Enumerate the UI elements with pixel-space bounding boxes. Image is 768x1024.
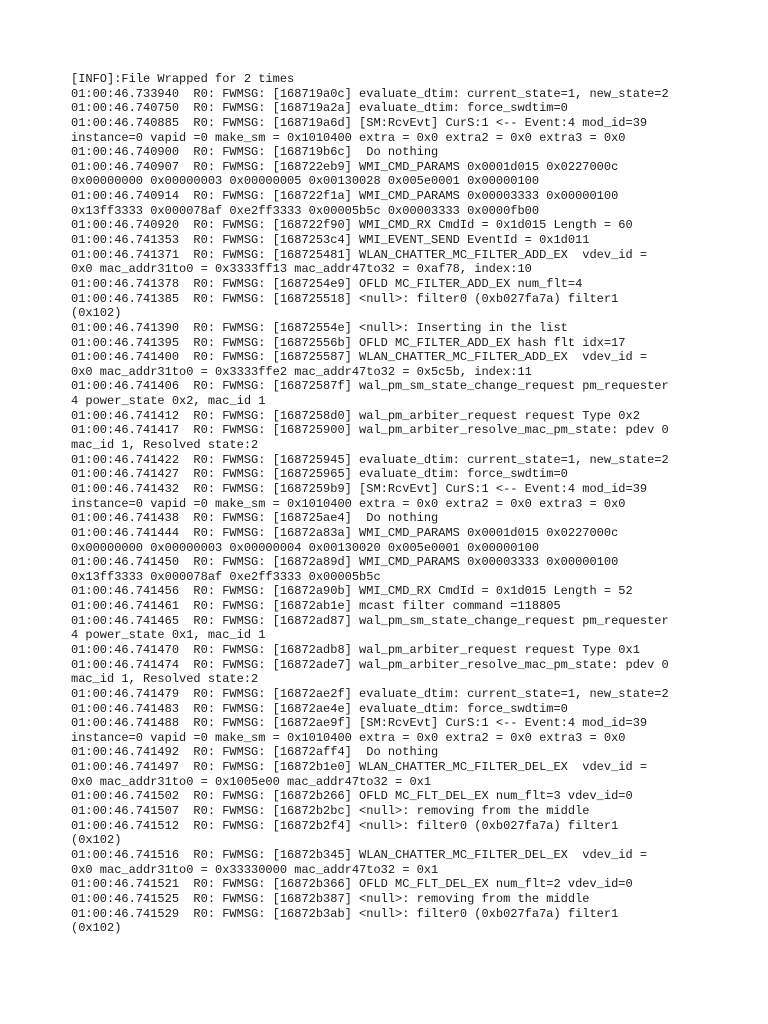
log-line: 01:00:46.741479 R0: FWMSG: [16872ae2f] evaluate_dtim: current_state=1, new_state=2	[71, 686, 669, 701]
log-line: 01:00:46.741516 R0: FWMSG: [16872b345] WLAN_CHATTER_MC_FILTER_DEL_EX vdev_id =	[71, 847, 648, 862]
log-line: 01:00:46.740900 R0: FWMSG: [168719b6c] Do nothing	[71, 145, 439, 160]
log-line: 01:00:46.741465 R0: FWMSG: [16872ad87] wal_pm_sm_state_change_request pm_requester	[71, 613, 669, 628]
log-line: (0x102)	[71, 921, 122, 936]
log-line: 0x13ff3333 0x000078af 0xe2ff3333 0x00005b5c 0x00003333 0x0000fb00	[71, 203, 540, 218]
firmware-log-text	[71, 72, 711, 936]
log-line: 0x00000000 0x00000003 0x00000004 0x00130020 0x005e0001 0x00000100	[71, 540, 540, 555]
log-line: 01:00:46.741450 R0: FWMSG: [16872a89d] WMI_CMD_PARAMS 0x00003333 0x00000100	[71, 555, 619, 570]
log-line: 01:00:46.740885 R0: FWMSG: [168719a6d] [SM:RcvEvt] CurS:1 <-- Event:4 mod_id=39	[71, 115, 648, 130]
log-line: 01:00:46.741412 R0: FWMSG: [1687258d0] wal_pm_arbiter_request request Type 0x2	[71, 408, 640, 423]
log-line: 0x0 mac_addr31to0 = 0x3333ffe2 mac_addr47to32 = 0x5c5b, index:11	[71, 364, 532, 379]
log-line: 01:00:46.741529 R0: FWMSG: [16872b3ab] <null>: filter0 (0xb027fa7a) filter1	[71, 906, 619, 921]
log-line: 01:00:46.741507 R0: FWMSG: [16872b2bc] <null>: removing from the middle	[71, 804, 590, 819]
log-line: 01:00:46.741474 R0: FWMSG: [16872ade7] wal_pm_arbiter_resolve_mac_pm_state: pdev 0	[71, 657, 669, 672]
log-line: 4 power_state 0x1, mac_id 1	[71, 628, 266, 643]
log-line: 01:00:46.741502 R0: FWMSG: [16872b266] OFLD MC_FLT_DEL_EX num_flt=3 vdev_id=0	[71, 789, 633, 804]
log-line: (0x102)	[71, 306, 122, 321]
log-line: 4 power_state 0x2, mac_id 1	[71, 394, 266, 409]
log-line: 01:00:46.740907 R0: FWMSG: [168722eb9] WMI_CMD_PARAMS 0x0001d015 0x0227000c	[71, 159, 619, 174]
log-line: 01:00:46.740750 R0: FWMSG: [168719a2a] evaluate_dtim: force_swdtim=0	[71, 101, 568, 116]
log-line: 01:00:46.741371 R0: FWMSG: [168725481] WLAN_CHATTER_MC_FILTER_ADD_EX vdev_id =	[71, 247, 648, 262]
log-line: 01:00:46.741378 R0: FWMSG: [1687254e9] OFLD MC_FILTER_ADD_EX num_flt=4	[71, 276, 583, 291]
log-line: instance=0 vapid =0 make_sm = 0x1010400 extra = 0x0 extra2 = 0x0 extra3 = 0x0	[71, 496, 626, 511]
log-line: (0x102)	[71, 833, 122, 848]
log-line: 01:00:46.741492 R0: FWMSG: [16872aff4] Do nothing	[71, 745, 439, 760]
log-line: 01:00:46.741406 R0: FWMSG: [16872587f] wal_pm_sm_state_change_request pm_requester	[71, 379, 669, 394]
log-line: 01:00:46.741432 R0: FWMSG: [1687259b9] [SM:RcvEvt] CurS:1 <-- Event:4 mod_id=39	[71, 481, 648, 496]
log-line: 01:00:46.741456 R0: FWMSG: [16872a90b] WMI_CMD_RX CmdId = 0x1d015 Length = 52	[71, 584, 633, 599]
log-line: 01:00:46.741427 R0: FWMSG: [168725965] evaluate_dtim: force_swdtim=0	[71, 467, 568, 482]
log-line: mac_id 1, Resolved state:2	[71, 438, 259, 453]
log-line: 0x13ff3333 0x000078af 0xe2ff3333 0x00005b5c	[71, 569, 381, 584]
log-line: mac_id 1, Resolved state:2	[71, 672, 259, 687]
log-line: 01:00:46.740920 R0: FWMSG: [168722f90] WMI_CMD_RX CmdId = 0x1d015 Length = 60	[71, 218, 633, 233]
log-line: 01:00:46.741390 R0: FWMSG: [16872554e] <null>: Inserting in the list	[71, 320, 568, 335]
log-line: 01:00:46.741385 R0: FWMSG: [168725518] <null>: filter0 (0xb027fa7a) filter1	[71, 291, 619, 306]
log-line: 01:00:46.741353 R0: FWMSG: [1687253c4] WMI_EVENT_SEND EventId = 0x1d011	[71, 233, 590, 248]
log-line: 01:00:46.741521 R0: FWMSG: [16872b366] OFLD MC_FLT_DEL_EX num_flt=2 vdev_id=0	[71, 877, 633, 892]
log-line: 01:00:46.741488 R0: FWMSG: [16872ae9f] [SM:RcvEvt] CurS:1 <-- Event:4 mod_id=39	[71, 716, 648, 731]
log-line: [INFO]:File Wrapped for 2 times	[71, 72, 295, 86]
log-line: 0x00000000 0x00000003 0x00000005 0x00130028 0x005e0001 0x00000100	[71, 174, 540, 189]
log-line: 01:00:46.741444 R0: FWMSG: [16872a83a] WMI_CMD_PARAMS 0x0001d015 0x0227000c	[71, 525, 619, 540]
log-line: 01:00:46.741512 R0: FWMSG: [16872b2f4] <null>: filter0 (0xb027fa7a) filter1	[71, 818, 619, 833]
log-line: 01:00:46.741470 R0: FWMSG: [16872adb8] wal_pm_arbiter_request request Type 0x1	[71, 642, 640, 657]
log-line: 01:00:46.740914 R0: FWMSG: [168722f1a] WMI_CMD_PARAMS 0x00003333 0x00000100	[71, 189, 619, 204]
log-line: 01:00:46.741461 R0: FWMSG: [16872ab1e] mcast filter command =118805	[71, 599, 561, 614]
log-line: 0x0 mac_addr31to0 = 0x3333ff13 mac_addr47to32 = 0xaf78, index:10	[71, 262, 532, 277]
log-line: instance=0 vapid =0 make_sm = 0x1010400 extra = 0x0 extra2 = 0x0 extra3 = 0x0	[71, 130, 626, 145]
log-line: instance=0 vapid =0 make_sm = 0x1010400 extra = 0x0 extra2 = 0x0 extra3 = 0x0	[71, 730, 626, 745]
log-line: 01:00:46.741400 R0: FWMSG: [168725587] WLAN_CHATTER_MC_FILTER_ADD_EX vdev_id =	[71, 350, 648, 365]
log-line: 01:00:46.741438 R0: FWMSG: [168725ae4] Do nothing	[71, 511, 439, 526]
log-line: 01:00:46.741525 R0: FWMSG: [16872b387] <null>: removing from the middle	[71, 891, 590, 906]
log-line: 01:00:46.741483 R0: FWMSG: [16872ae4e] evaluate_dtim: force_swdtim=0	[71, 701, 568, 716]
log-line: 0x0 mac_addr31to0 = 0x1005e00 mac_addr47to32 = 0x1	[71, 774, 432, 789]
log-line: 01:00:46.741417 R0: FWMSG: [168725900] wal_pm_arbiter_resolve_mac_pm_state: pdev 0	[71, 423, 669, 438]
log-line: 01:00:46.741395 R0: FWMSG: [16872556b] OFLD MC_FILTER_ADD_EX hash flt idx=17	[71, 335, 626, 350]
log-line: 0x0 mac_addr31to0 = 0x33330000 mac_addr47to32 = 0x1	[71, 862, 439, 877]
log-line: 01:00:46.741497 R0: FWMSG: [16872b1e0] WLAN_CHATTER_MC_FILTER_DEL_EX vdev_id =	[71, 760, 648, 775]
log-line: 01:00:46.733940 R0: FWMSG: [168719a0c] evaluate_dtim: current_state=1, new_state=2	[71, 86, 669, 101]
log-line: 01:00:46.741422 R0: FWMSG: [168725945] evaluate_dtim: current_state=1, new_state=2	[71, 452, 669, 467]
